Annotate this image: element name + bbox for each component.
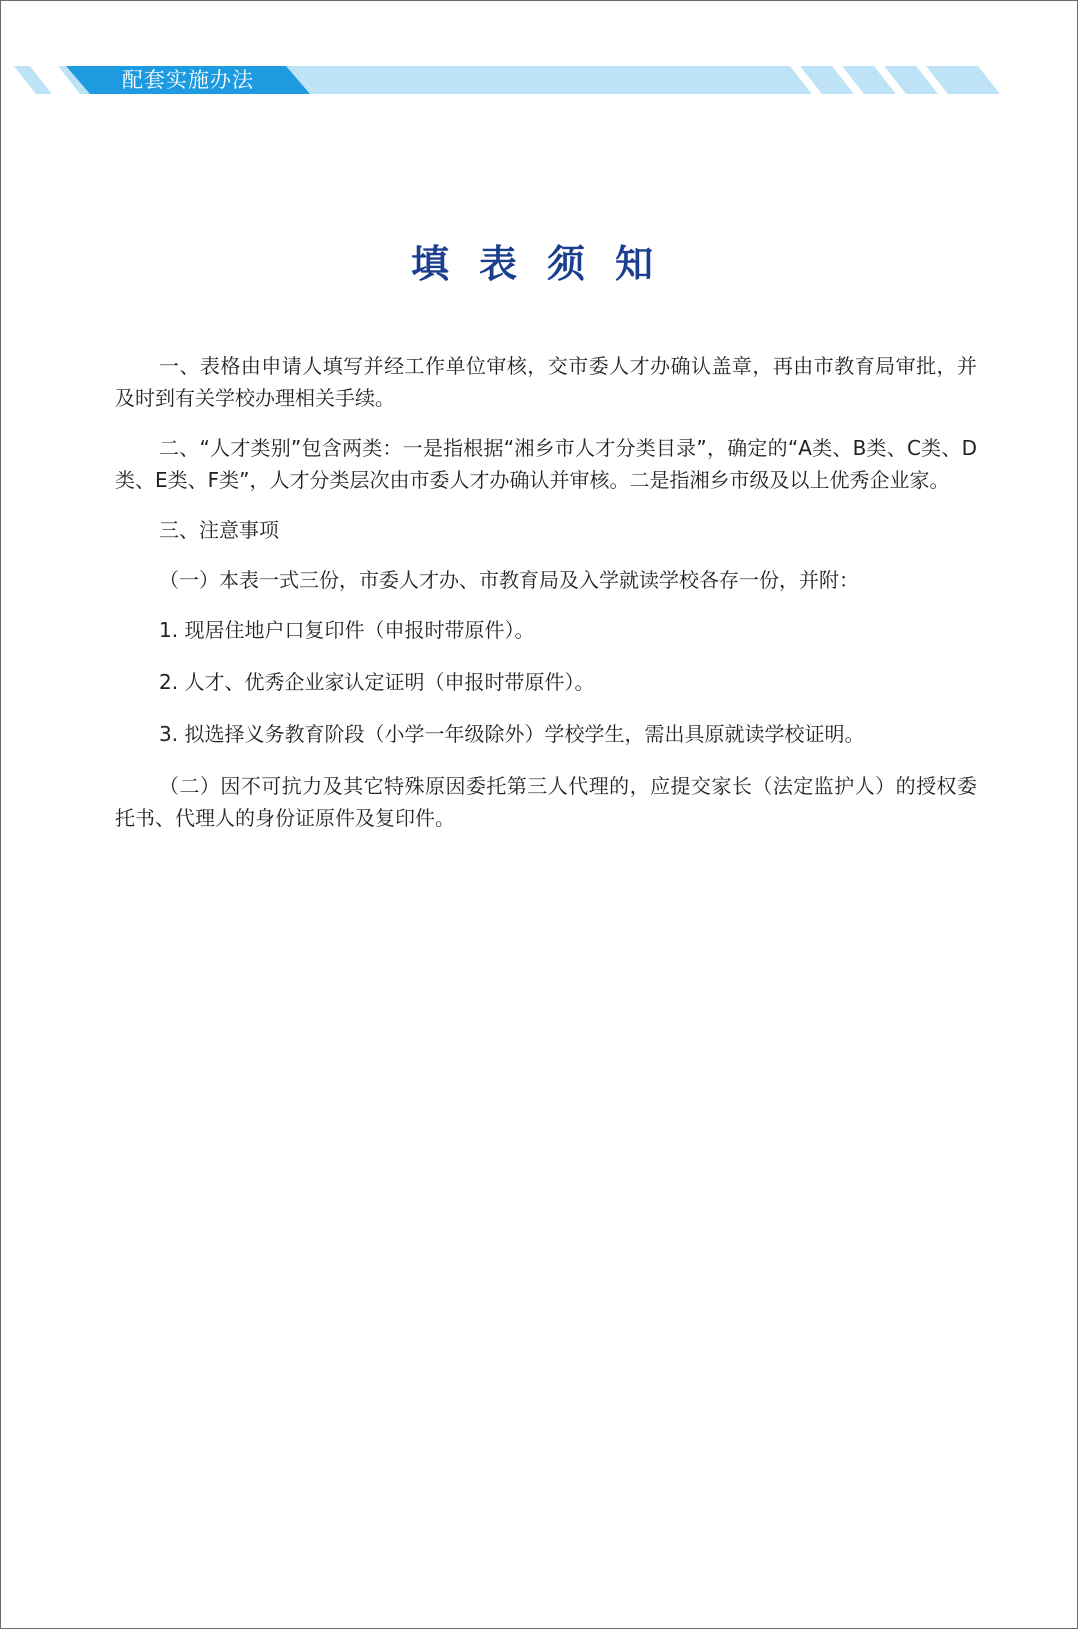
paragraph-1: 一、表格由申请人填写并经工作单位审核，交市委人才办确认盖章，再由市教育局审批，并及时到有关学校办理相关手续。	[115, 354, 977, 410]
paragraph-note-1: （一）本表一式三份，市委人才办、市教育局及入学就读学校各存一份，并附：	[159, 568, 859, 592]
document-title: 填表须知	[410, 242, 683, 286]
document-body	[115, 350, 977, 852]
list-item-1: 1. 现居住地户口复印件（申报时带原件）。	[159, 618, 535, 642]
paragraph-2: 二、“人才类别”包含两类：一是指根据“湘乡市人才分类目录”，确定的“A类、B类、C类、D类、E类、F类”，人才分类层次由市委人才办确认并审核。二是指湘乡市级及以上优秀企业家。	[115, 436, 977, 492]
section-label: 配套实施办法	[122, 68, 254, 92]
paragraph-notes-heading: 三、注意事项	[159, 518, 279, 542]
list-item-2: 2. 人才、优秀企业家认定证明（申报时带原件）。	[159, 670, 595, 694]
list-item-3: 3. 拟选择义务教育阶段（小学一年级除外）学校学生，需出具原就读学校证明。	[159, 722, 865, 746]
paragraph-note-2: （二）因不可抗力及其它特殊原因委托第三人代理的，应提交家长（法定监护人）的授权委托书、代理人的身份证原件及复印件。	[115, 774, 977, 830]
